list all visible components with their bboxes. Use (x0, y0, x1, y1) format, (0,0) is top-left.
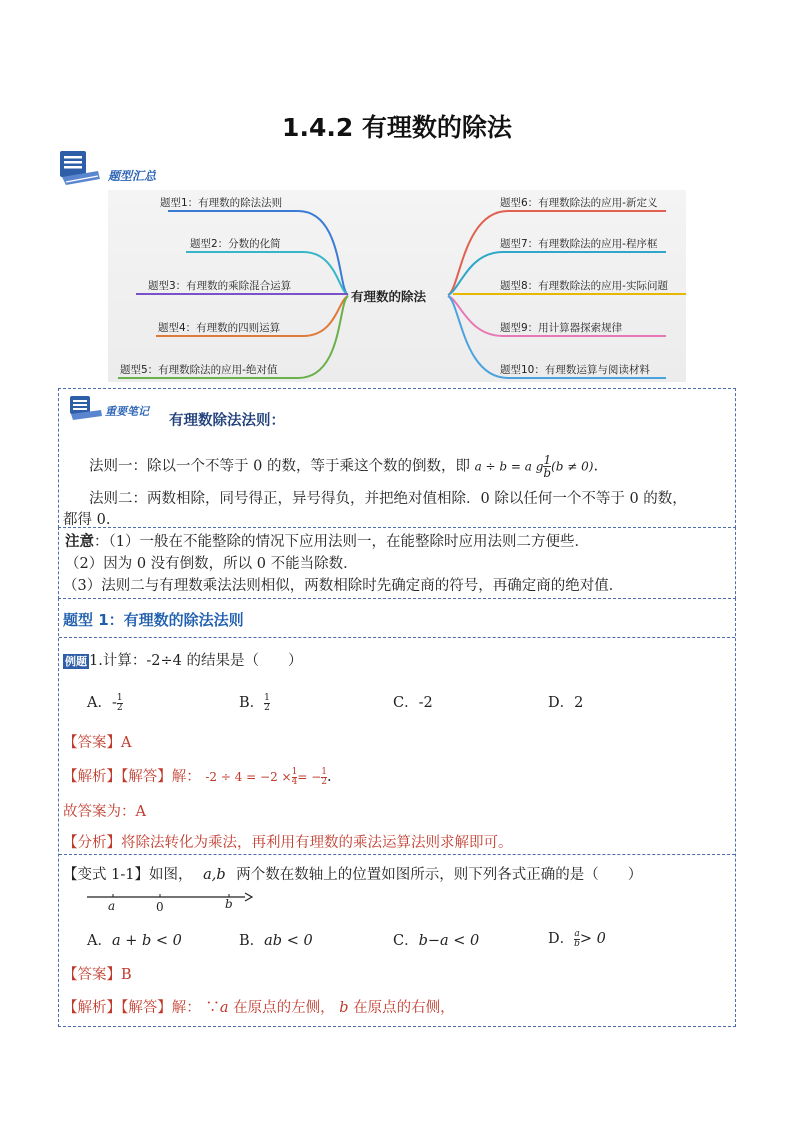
mindmap-item-4: 题型4：有理数的四则运算 (158, 322, 281, 334)
notes-label: 重要笔记 (105, 405, 149, 418)
axis-label-b: b (225, 897, 233, 911)
rule1-formula: a ÷ b = a g (474, 459, 544, 474)
mindmap-item-5: 题型5：有理数除法的应用-绝对值 (120, 364, 278, 376)
variant-option-d-numerator: a (574, 928, 580, 939)
question-1 (63, 649, 302, 670)
mindmap-item-9: 题型9：用计算器探索规律 (500, 322, 623, 334)
rule2-line1: 法则二：两数相除，同号得正，异号得负，并把绝对值相除．0 除以任何一个不等于 0 的数， (89, 491, 687, 507)
type1-box (58, 598, 736, 1027)
attention-line1 (65, 530, 589, 551)
rule1-text: 法则一：除以一个不等于 0 的数，等于乘这个数的倒数，即 (89, 458, 470, 475)
variant-option-c-text: b−a < 0 (418, 933, 480, 949)
option-a-denominator: 2 (116, 702, 123, 713)
variant-question (63, 863, 642, 884)
number-line (85, 889, 255, 917)
analysis-1-label: 【解析】【解答】解： (63, 769, 201, 785)
rule1 (89, 454, 598, 479)
answer-1 (63, 731, 131, 752)
variant-analysis-post: 在原点的右侧， (353, 1000, 455, 1016)
variant-option-b-text: ab < 0 (264, 933, 313, 949)
type1-heading: 题型 1：有理数的除法法则 (63, 611, 244, 629)
option-d: D．2 (548, 695, 584, 711)
summary-label: 题型汇总 (108, 169, 157, 183)
mindmap-item-3: 题型3：有理数的乘除混合运算 (148, 280, 292, 292)
analysis-1-denominator: 4 (291, 776, 298, 787)
variant-option-b (239, 929, 313, 950)
option-b (239, 691, 270, 713)
book-icon (58, 149, 102, 187)
variant-divider (59, 854, 735, 855)
variant-option-c-label: C． (393, 933, 419, 949)
variant-analysis-mid: 在原点的左侧， (233, 1000, 335, 1016)
variant-option-d (548, 927, 606, 949)
question-1-text: 1.计算：-2÷4 的结果是（ ） (89, 653, 303, 669)
analysis-1-numerator-2: 1 (321, 766, 328, 777)
option-a-fraction (117, 694, 123, 713)
variant-analysis-pre: ∵ (205, 1000, 220, 1016)
rule1-end: . (593, 458, 599, 475)
rule1-denominator: b (543, 466, 552, 480)
attention-line2: （2）因为 0 没有倒数，所以 0 不能当除数． (65, 556, 358, 572)
variant-answer-value: B (121, 967, 132, 983)
notes-icon (69, 395, 103, 421)
variant-option-b-label: B． (239, 933, 265, 949)
analysis-1-end: . (327, 769, 332, 785)
mindmap-center: 有理数的除法 (351, 289, 427, 304)
analysis-1 (63, 765, 332, 787)
attention-line3: （3）法则二与有理数乘法法则相似，两数相除时先确定商的符号，再确定商的绝对值． (63, 578, 624, 594)
answer-1-value: A (121, 735, 132, 751)
option-a-label: A．- (87, 695, 117, 711)
mindmap-item-2: 题型2：分数的化简 (190, 238, 281, 250)
answer-1-label: 【答案】 (63, 735, 121, 751)
variant-post: 两个数在数轴上的位置如图所示，则下列各式正确的是（ ） (236, 867, 643, 883)
option-c: C．-2 (393, 695, 433, 711)
variant-option-d-label: D． (548, 931, 575, 947)
attention-label: 注意 (65, 533, 94, 550)
mindmap (108, 190, 686, 382)
mindmap-item-10: 题型10：有理数运算与阅读材料 (500, 364, 650, 376)
variant-analysis-a: a (219, 1000, 229, 1016)
option-a (87, 691, 123, 713)
variant-answer (63, 963, 132, 984)
attention-box (58, 527, 736, 599)
variant-analysis (63, 996, 455, 1017)
mindmap-item-6: 题型6：有理数除法的应用-新定义 (500, 197, 658, 209)
conclusion-1: 故答案为：A (63, 804, 146, 820)
analysis-1-numerator: 1 (291, 766, 298, 777)
variant-vars: a,b (203, 867, 226, 883)
option-a-numerator: 1 (116, 692, 123, 703)
mindmap-item-7: 题型7：有理数除法的应用-程序框 (500, 238, 658, 250)
option-b-numerator: 1 (264, 692, 270, 703)
variant-option-a-label: A． (87, 933, 112, 949)
rule1-fraction (543, 454, 551, 479)
variant-option-a-text: a + b < 0 (111, 933, 182, 949)
variant-pre: 如图， (148, 867, 193, 883)
variant-option-d-denominator: b (574, 938, 580, 949)
variant-option-d-rest: > 0 (579, 931, 606, 947)
page-title: 1.4.2 有理数的除法 (282, 113, 512, 142)
option-b-label: B． (239, 695, 265, 711)
notes-box (58, 388, 736, 528)
axis-label-0: 0 (156, 900, 164, 914)
example-badge: 例题 (65, 655, 87, 668)
variant-label: 【变式 1-1】 (63, 867, 149, 883)
variant-analysis-label: 【解析】【解答】解： (63, 1000, 201, 1016)
analysis-1-denominator-2: 2 (321, 776, 328, 787)
mindmap-item-1: 题型1：有理数的除法法则 (160, 197, 283, 209)
variant-option-c (393, 929, 479, 950)
variant-analysis-b: b (339, 1000, 349, 1016)
attention-text1: ：（1）一般在不能整除的情况下应用法则一，在能整除时应用法则二方便些． (94, 534, 589, 550)
axis-label-a: a (108, 899, 116, 913)
fenxi-1-label: 【分析】 (63, 835, 121, 851)
variant-answer-label: 【答案】 (63, 967, 121, 983)
fenxi-1 (63, 831, 513, 852)
fenxi-1-text: 将除法转化为乘法，再利用有理数的乘法运算法则求解即可。 (121, 835, 513, 851)
mindmap-item-8: 题型8：有理数除法的应用-实际问题 (500, 280, 668, 292)
type1-divider (59, 637, 735, 638)
rule1-condition: (b ≠ 0) (551, 459, 594, 474)
rule1-numerator: 1 (543, 453, 552, 467)
option-b-denominator: 2 (264, 702, 270, 713)
notes-heading: 有理数除法法则： (169, 413, 285, 429)
analysis-1-formula: -2 ÷ 4 = −2 × (205, 770, 292, 784)
rule2-line2: 都得 0. (63, 512, 111, 528)
analysis-1-eq: = − (297, 770, 322, 784)
option-b-fraction (264, 694, 270, 713)
variant-option-a (87, 929, 182, 950)
